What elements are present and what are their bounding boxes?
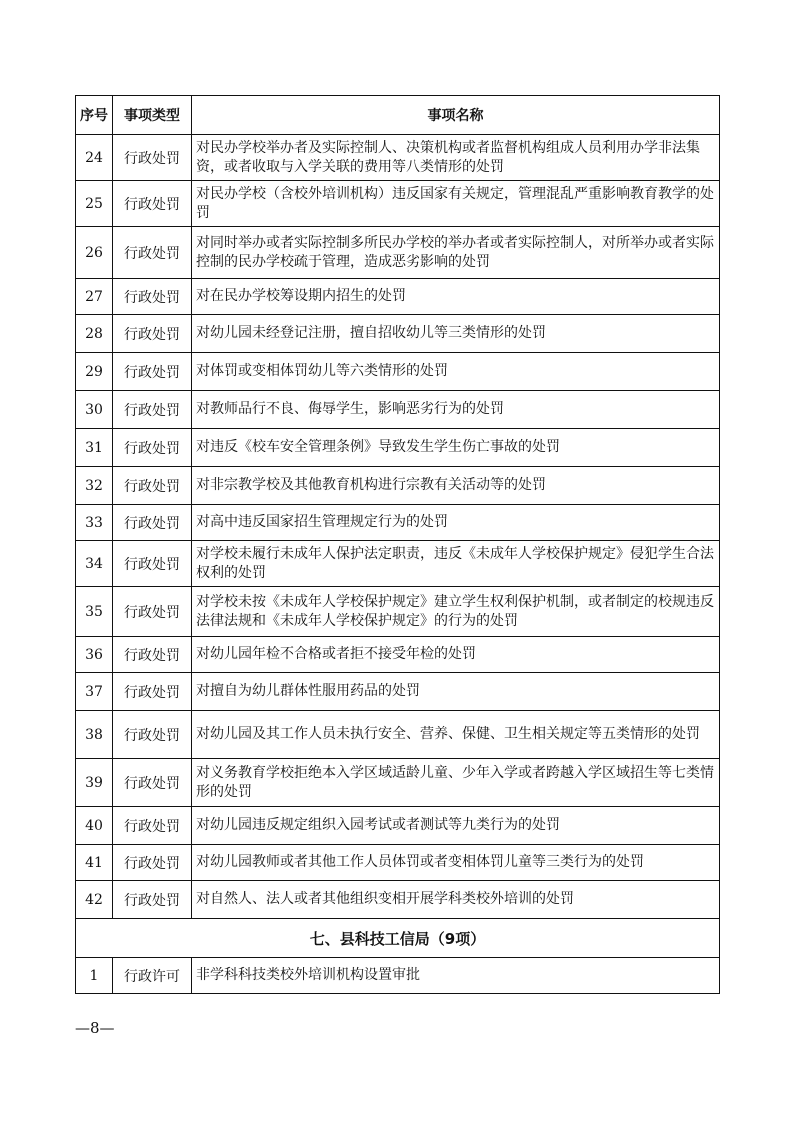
section-row	[76, 919, 720, 958]
row-type: 行政处罚	[113, 711, 192, 759]
row-name: 对学校未按《未成年人学校保护规定》建立学生权利保护机制，或者制定的校规违反法律法规和《未成年人学校保护规定》的行为的处罚	[192, 587, 720, 637]
row-type: 行政处罚	[113, 181, 192, 227]
row-type: 行政处罚	[113, 279, 192, 315]
row-type: 行政处罚	[113, 315, 192, 353]
row-seq: 1	[76, 958, 113, 994]
table-row	[76, 541, 720, 587]
row-type: 行政处罚	[113, 759, 192, 807]
items-table	[75, 95, 720, 994]
row-type: 行政处罚	[113, 673, 192, 711]
row-type: 行政处罚	[113, 135, 192, 181]
table-row	[76, 429, 720, 467]
table-row	[76, 279, 720, 315]
page-number: —8—	[75, 1019, 115, 1037]
table-row	[76, 315, 720, 353]
row-seq: 30	[76, 391, 113, 429]
row-name: 对学校未履行未成年人保护法定职责，违反《未成年人学校保护规定》侵犯学生合法权利的处罚	[192, 541, 720, 587]
header-type: 事项类型	[113, 96, 192, 135]
row-name: 对民办学校举办者及实际控制人、决策机构或者监督机构组成人员利用办学非法集资，或者收取与入学关联的费用等八类情形的处罚	[192, 135, 720, 181]
table-row	[76, 181, 720, 227]
table-row	[76, 673, 720, 711]
row-type: 行政处罚	[113, 587, 192, 637]
row-name: 对违反《校车安全管理条例》导致发生学生伤亡事故的处罚	[192, 429, 720, 467]
row-seq: 35	[76, 587, 113, 637]
table-row	[76, 505, 720, 541]
row-seq: 24	[76, 135, 113, 181]
row-name: 对自然人、法人或者其他组织变相开展学科类校外培训的处罚	[192, 881, 720, 919]
row-seq: 27	[76, 279, 113, 315]
row-seq: 28	[76, 315, 113, 353]
row-type: 行政处罚	[113, 391, 192, 429]
row-type: 行政处罚	[113, 637, 192, 673]
table-row	[76, 958, 720, 994]
table-row	[76, 711, 720, 759]
table-row	[76, 881, 720, 919]
row-type: 行政处罚	[113, 429, 192, 467]
row-name: 非学科科技类校外培训机构设置审批	[192, 958, 720, 994]
row-name: 对非宗教学校及其他教育机构进行宗教有关活动等的处罚	[192, 467, 720, 505]
table-row	[76, 587, 720, 637]
row-seq: 34	[76, 541, 113, 587]
row-name: 对幼儿园年检不合格或者拒不接受年检的处罚	[192, 637, 720, 673]
row-name: 对幼儿园未经登记注册，擅自招收幼儿等三类情形的处罚	[192, 315, 720, 353]
row-type: 行政处罚	[113, 807, 192, 845]
row-name: 对教师品行不良、侮辱学生，影响恶劣行为的处罚	[192, 391, 720, 429]
row-type: 行政处罚	[113, 467, 192, 505]
row-seq: 29	[76, 353, 113, 391]
row-seq: 31	[76, 429, 113, 467]
row-type: 行政处罚	[113, 541, 192, 587]
table-row	[76, 467, 720, 505]
row-name: 对幼儿园及其工作人员未执行安全、营养、保健、卫生相关规定等五类情形的处罚	[192, 711, 720, 759]
row-name: 对高中违反国家招生管理规定行为的处罚	[192, 505, 720, 541]
row-seq: 32	[76, 467, 113, 505]
table-row	[76, 353, 720, 391]
table-row	[76, 135, 720, 181]
row-type: 行政许可	[113, 958, 192, 994]
row-seq: 33	[76, 505, 113, 541]
row-seq: 39	[76, 759, 113, 807]
row-name: 对幼儿园违反规定组织入园考试或者测试等九类行为的处罚	[192, 807, 720, 845]
table-row	[76, 391, 720, 429]
table-row	[76, 759, 720, 807]
row-seq: 41	[76, 845, 113, 881]
row-seq: 38	[76, 711, 113, 759]
table-row	[76, 807, 720, 845]
row-seq: 25	[76, 181, 113, 227]
row-type: 行政处罚	[113, 845, 192, 881]
row-seq: 37	[76, 673, 113, 711]
table-row	[76, 227, 720, 279]
row-name: 对义务教育学校拒绝本入学区域适龄儿童、少年入学或者跨越入学区域招生等七类情形的处罚	[192, 759, 720, 807]
row-name: 对擅自为幼儿群体性服用药品的处罚	[192, 673, 720, 711]
section-title: 七、县科技工信局（9项）	[76, 919, 720, 958]
row-name: 对体罚或变相体罚幼儿等六类情形的处罚	[192, 353, 720, 391]
row-type: 行政处罚	[113, 505, 192, 541]
row-type: 行政处罚	[113, 881, 192, 919]
row-seq: 36	[76, 637, 113, 673]
table-header-row	[76, 96, 720, 135]
row-name: 对在民办学校筹设期内招生的处罚	[192, 279, 720, 315]
row-name: 对民办学校（含校外培训机构）违反国家有关规定，管理混乱严重影响教育教学的处罚	[192, 181, 720, 227]
header-seq: 序号	[76, 96, 113, 135]
row-seq: 42	[76, 881, 113, 919]
row-seq: 40	[76, 807, 113, 845]
row-name: 对同时举办或者实际控制多所民办学校的举办者或者实际控制人，对所举办或者实际控制的民办学校疏于管理，造成恶劣影响的处罚	[192, 227, 720, 279]
row-seq: 26	[76, 227, 113, 279]
row-type: 行政处罚	[113, 227, 192, 279]
table-row	[76, 637, 720, 673]
table-row	[76, 845, 720, 881]
row-name: 对幼儿园教师或者其他工作人员体罚或者变相体罚儿童等三类行为的处罚	[192, 845, 720, 881]
row-type: 行政处罚	[113, 353, 192, 391]
header-name: 事项名称	[192, 96, 720, 135]
